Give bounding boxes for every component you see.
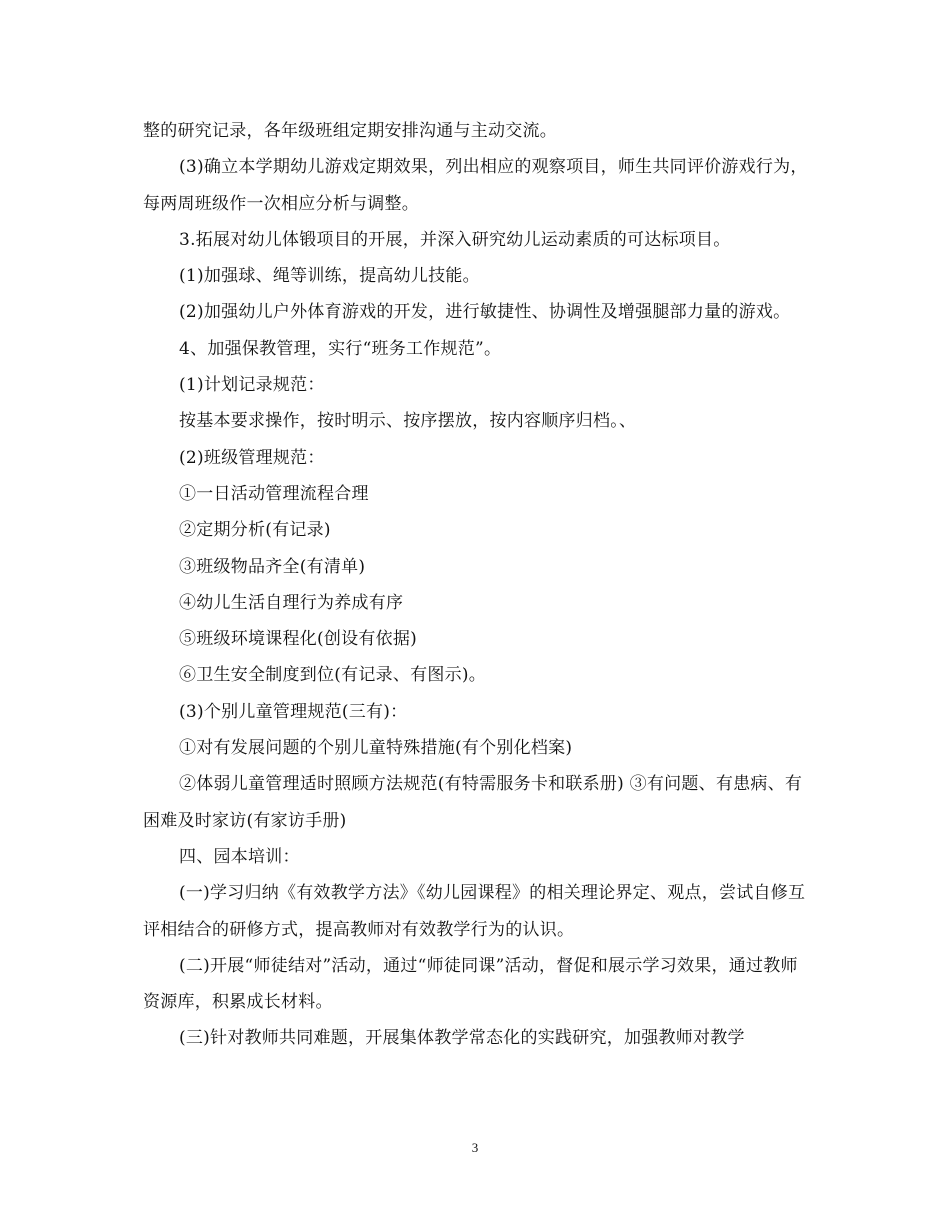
paragraph-20: (一)学习归纳《有效教学方法》《幼儿园课程》的相关理论界定、观点，尝试自修互评相结合的研修方式，提高教师对有效教学行为的认识。 (143, 883, 806, 940)
page-number: 3 (471, 1140, 479, 1155)
paragraph-7: (1)计划记录规范： (179, 375, 325, 396)
paragraph-4: (1)加强球、绳等训练，提高幼儿技能。 (179, 266, 480, 287)
paragraph-10: ①一日活动管理流程合理 (179, 483, 369, 504)
paragraph-11: ②定期分析(有记录) (179, 520, 331, 541)
paragraph-13: ④幼儿生活自理行为养成有序 (179, 592, 404, 613)
paragraph-1: 整的研究记录，各年级班组定期安排沟通与主动交流。 (143, 121, 557, 141)
document-body (143, 113, 808, 1057)
paragraph-15: ⑥卫生安全制度到位(有记录、有图示)。 (179, 665, 487, 686)
paragraph-16: (3)个别儿童管理规范(三有)： (179, 701, 408, 722)
paragraph-8: 按基本要求操作，按时明示、按序摆放，按内容顺序归档。、 (179, 411, 637, 432)
paragraph-22: (三)针对教师共同难题，开展集体教学常态化的实践研究，加强教师对教学 (179, 1028, 745, 1049)
paragraph-6: 4、加强保教管理，实行“班务工作规范”。 (179, 338, 502, 359)
paragraph-3: 3.拓展对幼儿体锻项目的开展，并深入研究幼儿运动素质的可达标项目。 (179, 229, 731, 250)
paragraph-9: (2)班级管理规范： (179, 447, 325, 468)
paragraph-18: ②体弱儿童管理适时照顾方法规范(有特需服务卡和联系册) ③有问题、有患病、有困难及时家访(有家访手册) (143, 774, 803, 831)
paragraph-12: ③班级物品齐全(有清单) (179, 556, 366, 577)
paragraph-19: 四、园本培训： (179, 846, 300, 867)
paragraph-14: ⑤班级环境课程化(创设有依据) (179, 629, 418, 650)
paragraph-5: (2)加强幼儿户外体育游戏的开发，进行敏捷性、协调性及增强腿部力量的游戏。 (179, 302, 791, 323)
paragraph-21: (二)开展“师徒结对”活动，通过“师徒同课”活动，督促和展示学习效果，通过教师资源库，积累成长材料。 (143, 955, 798, 1013)
paragraph-17: ①对有发展问题的个别儿童特殊措施(有个别化档案) (179, 738, 573, 759)
paragraph-2: (3)确立本学期幼儿游戏定期效果，列出相应的观察项目，师生共同评价游戏行为，每两周班级作一次相应分析与调整。 (143, 157, 808, 214)
